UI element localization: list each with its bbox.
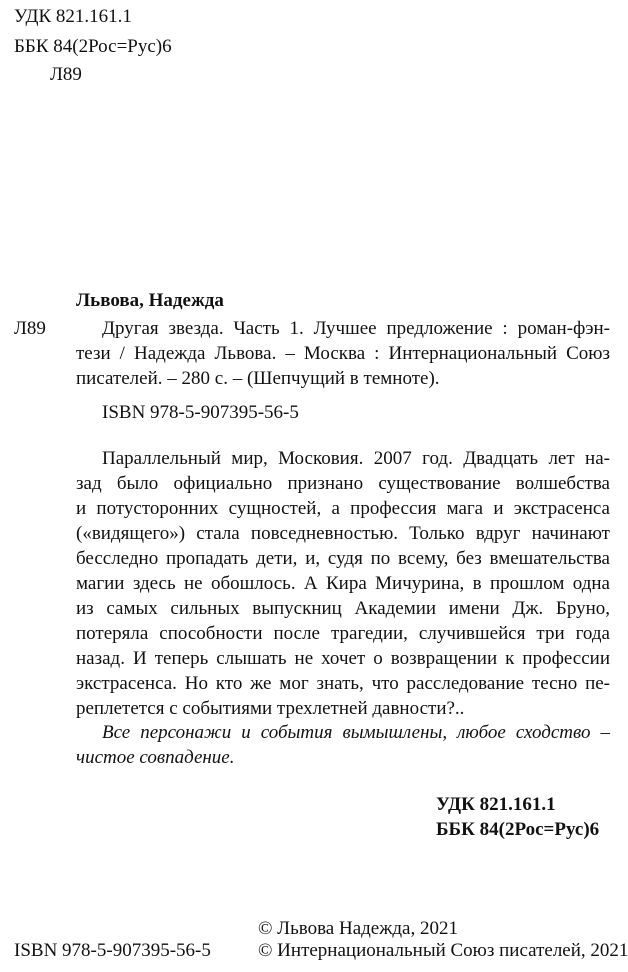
- record-title-line: Другая звезда. Часть 1. Лучшее предложение : роман-фэн-: [102, 318, 610, 339]
- header-bbk: ББК 84(2Рос=Рус)6: [14, 36, 172, 57]
- record-title: [76, 316, 610, 391]
- annotation-line: магии здесь не обошлось. А Кира Мичурина, в прошлом одна: [76, 573, 610, 594]
- annotation-line: из самых сильных выпускниц Академии имени Дж. Бруно,: [76, 598, 610, 619]
- copyright-author: © Львова Надежда, 2021: [258, 918, 458, 939]
- annotation-line: реплетется с событиями трехлетней давности?..: [76, 698, 465, 719]
- annotation-line: потеряла способности после трагедии, случившейся три года: [76, 623, 610, 644]
- header-udk: УДК 821.161.1: [14, 6, 132, 27]
- disclaimer: [76, 720, 610, 770]
- disclaimer-line: чистое совпадение.: [76, 747, 235, 768]
- annotation-line: бесследно пропадать дети, и, судя по всему, без вмешательства: [76, 548, 610, 569]
- record-code: Л89: [14, 318, 46, 339]
- record-author: Львова, Надежда: [76, 290, 224, 311]
- record-isbn: ISBN 978-5-907395-56-5: [102, 402, 299, 423]
- annotation-line: («видящего») стала повседневностью. Только вдруг начинают: [76, 523, 610, 544]
- copyright-publisher: © Интернациональный Союз писателей, 2021: [258, 940, 628, 961]
- annotation-line: Параллельный мир, Московия. 2007 год. Двадцать лет на-: [102, 448, 610, 469]
- header-author-code: Л89: [50, 64, 82, 85]
- annotation-line: назад. И теперь слышать не хочет о возвращении к профессии: [76, 648, 610, 669]
- disclaimer-line: Все персонажи и события вымышлены, любое сходство –: [102, 722, 610, 743]
- annotation-line: и потусторонних сущностей, а профессия мага и экстрасенса: [76, 498, 610, 519]
- annotation-line: зад было официально признано существование волшебства: [76, 473, 610, 494]
- classification-udk: УДК 821.161.1: [436, 794, 556, 815]
- footer-isbn: ISBN 978-5-907395-56-5: [14, 940, 211, 961]
- classification-bbk: ББК 84(2Рос=Рус)6: [436, 819, 600, 840]
- annotation-line: экстрасенса. Но кто же мог знать, что расследование тесно пе-: [76, 673, 610, 694]
- record-title-line: писателей. – 280 с. – (Шепчущий в темноте).: [76, 368, 440, 389]
- annotation: [76, 446, 610, 721]
- record-title-line: тези / Надежда Львова. – Москва : Интернациональный Союз: [76, 343, 610, 364]
